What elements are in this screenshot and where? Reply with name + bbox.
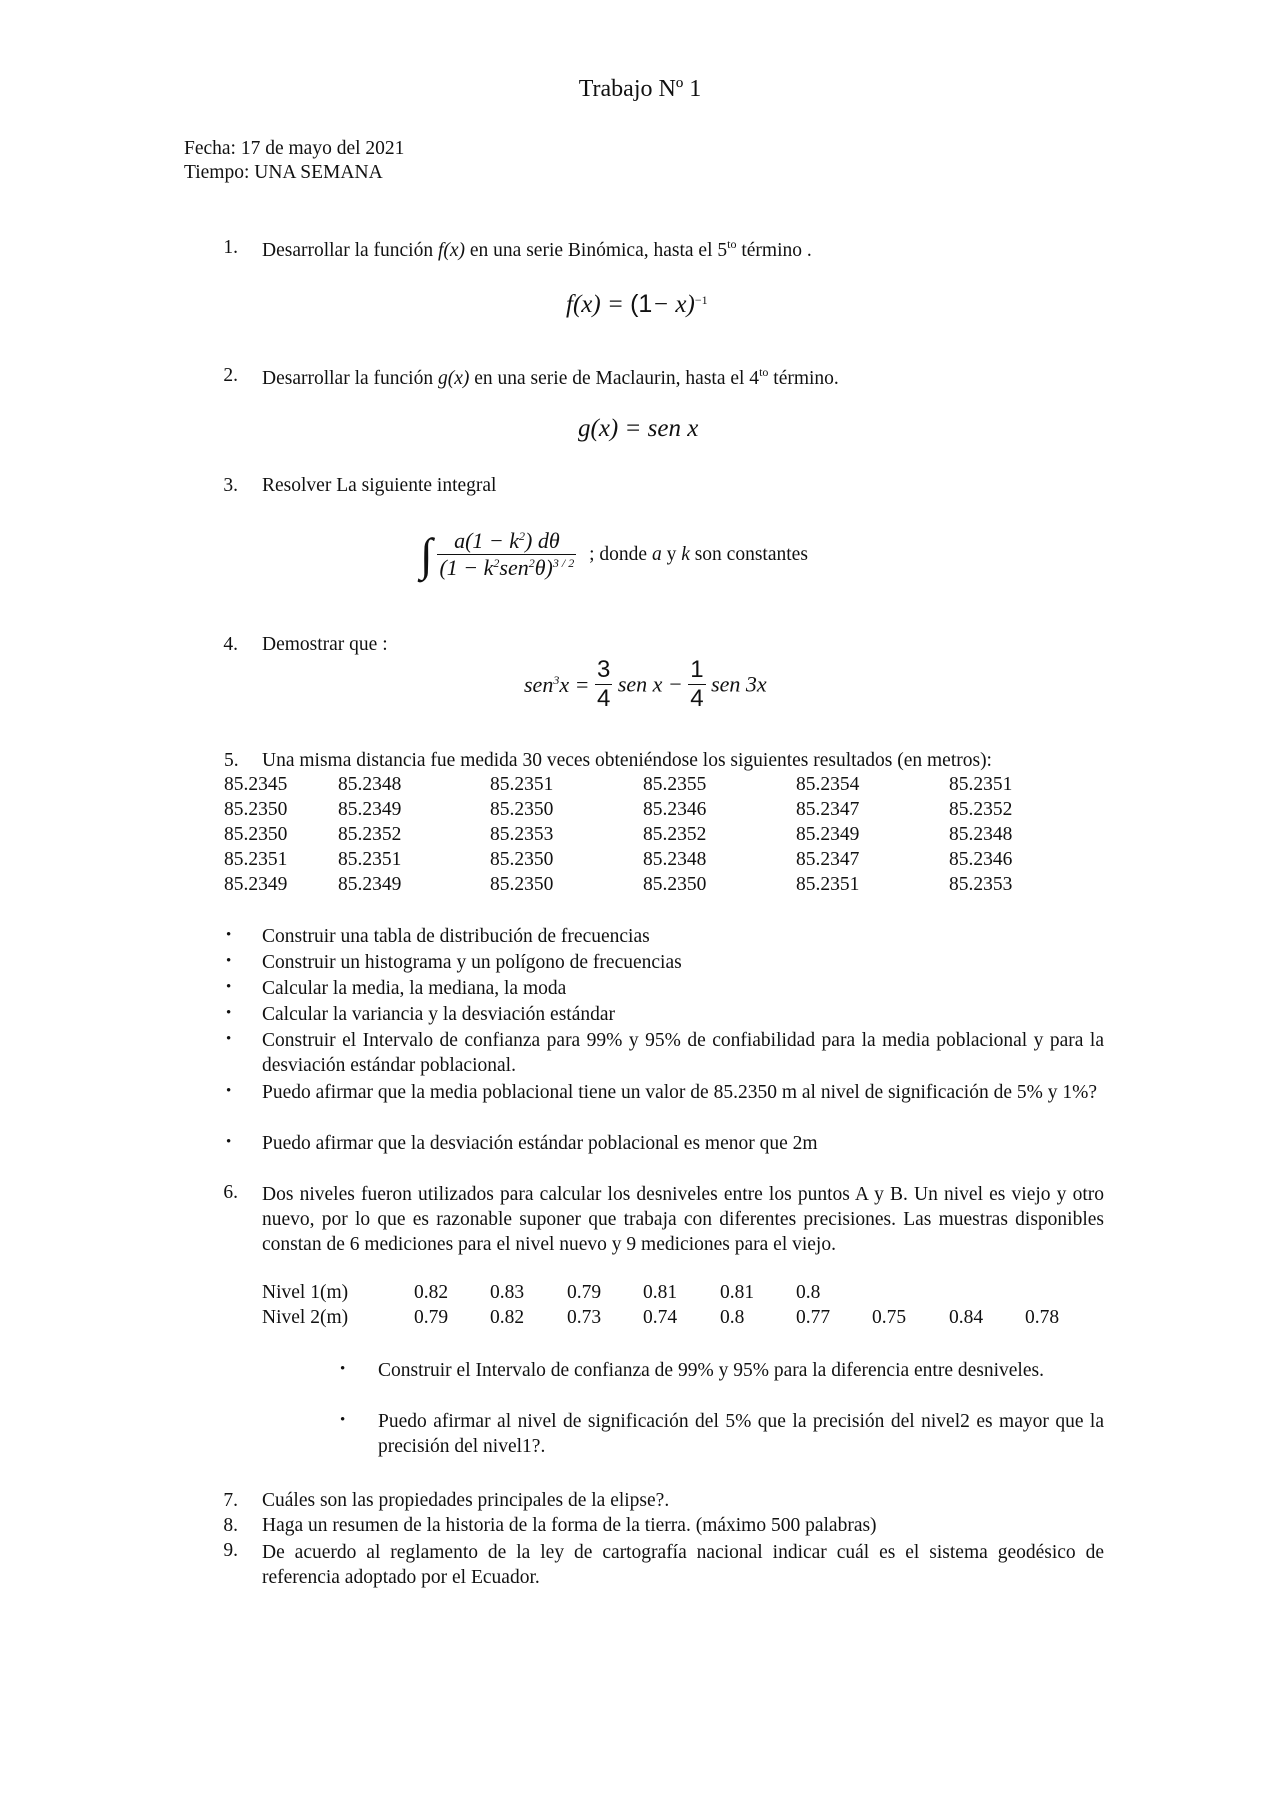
table-cell: 85.2348 (949, 824, 1013, 845)
table-cell: 85.2355 (643, 774, 707, 795)
table-cell: 85.2346 (949, 849, 1013, 870)
q4-formula: sen$^3$x = $\frac{3}{4}$ sen x − $\frac{1}{4}$ sen 3x (524, 656, 767, 712)
nivel-2-value: 0.79 (414, 1307, 449, 1328)
table-cell: 85.2351 (224, 849, 288, 870)
nivel-1-value: 0.8 (796, 1282, 821, 1303)
nivel-1-label: Nivel 1(m) (262, 1282, 349, 1303)
q2-number: 2. (223, 365, 238, 386)
page-title: Trabajo Nº 1 (578, 76, 702, 102)
table-cell: 85.2347 (796, 799, 860, 820)
nivel-2-value: 0.8 (720, 1307, 745, 1328)
list-item: Construir el Intervalo de confianza de 99% y 95% para la diferencia entre desniveles. (378, 1360, 1044, 1381)
q9-text: De acuerdo al reglamento de la ley de cartografía nacional indicar cuál es el sistema geodésico de referencia adoptado por el Ecuador. (262, 1542, 1104, 1588)
table-cell: 85.2353 (490, 824, 554, 845)
fraction-one-quarter: $\frac{1}{4}$ (690, 656, 704, 712)
q2-text: Desarrollar la función g(x) en una serie de Maclaurin, hasta el $4^{to}$ término. (262, 365, 839, 389)
list-item: Construir una tabla de distribución de frecuencias (262, 926, 650, 947)
bullet-icon: • (226, 927, 232, 943)
integral-note: ; donde a y k son constantes (589, 543, 808, 565)
q6-number: 6. (223, 1182, 238, 1203)
table-cell: 85.2347 (796, 849, 860, 870)
table-cell: 85.2349 (338, 799, 402, 820)
bullet-icon: • (226, 1005, 232, 1021)
q7-number: 7. (223, 1490, 238, 1511)
date-line: Fecha: 17 de mayo del 2021 (184, 138, 405, 159)
q8-number: 8. (223, 1515, 238, 1536)
q1-text: Desarrollar la función f(x) en una serie Binómica, hasta el $5^{to}$ término . (262, 237, 812, 261)
integral-sign: ∫ (420, 529, 433, 580)
bullet-icon: • (226, 953, 232, 969)
nivel-1-value: 0.81 (643, 1282, 678, 1303)
q3-formula (420, 528, 808, 581)
bullet-icon: • (226, 979, 232, 995)
nivel-1-value: 0.81 (720, 1282, 755, 1303)
q5-text: Una misma distancia fue medida 30 veces obteniéndose los siguientes resultados (en metros): (262, 750, 992, 771)
q1-number: 1. (223, 237, 238, 258)
nivel-2-value: 0.78 (1025, 1307, 1060, 1328)
list-item: Puedo afirmar al nivel de significación del 5% que la precisión del nivel2 es mayor que la precisión del nivel1?. (378, 1411, 1104, 1457)
bullet-icon: • (226, 1083, 232, 1099)
list-item: Construir el Intervalo de confianza para 99% y 95% de confiabilidad para la media poblacional y para la desviación estándar poblacional. (262, 1030, 1104, 1076)
q9-number: 9. (223, 1540, 238, 1561)
table-cell: 85.2350 (490, 849, 554, 870)
table-cell: 85.2352 (338, 824, 402, 845)
q1-formula: $f(x) = (1- x)^{-1}$ (566, 290, 708, 318)
q5-number: 5. (224, 750, 239, 771)
list-item: Calcular la media, la mediana, la moda (262, 978, 567, 999)
table-cell: 85.2349 (338, 874, 402, 895)
time-line: Tiempo: UNA SEMANA (184, 162, 383, 183)
q6-text: Dos niveles fueron utilizados para calcular los desniveles entre los puntos A y B. Un nivel es viejo y otro nuevo, por lo que es razonable suponer que trabaja con diferentes precisiones. Las muestras disponibles constan de 6 mediciones para el nivel nuevo y 9 mediciones para el viejo. (262, 1184, 1104, 1255)
list-item: Puedo afirmar que la media poblacional tiene un valor de 85.2350 m al nivel de significación de 5% y 1%? (262, 1082, 1097, 1103)
fraction-three-quarters: $\frac{3}{4}$ (596, 656, 611, 712)
q3-number: 3. (223, 475, 238, 496)
table-cell: 85.2348 (338, 774, 402, 795)
nivel-2-value: 0.74 (643, 1307, 678, 1328)
table-cell: 85.2354 (796, 774, 860, 795)
table-cell: 85.2349 (796, 824, 860, 845)
bullet-icon: • (226, 1134, 232, 1150)
table-cell: 85.2351 (490, 774, 554, 795)
q7-text: Cuáles son las propiedades principales de la elipse?. (262, 1490, 670, 1511)
table-cell: 85.2349 (224, 874, 288, 895)
q4-number: 4. (223, 634, 238, 655)
q3-text: Resolver La siguiente integral (262, 475, 497, 496)
table-cell: 85.2348 (643, 849, 707, 870)
list-item: Construir un histograma y un polígono de frecuencias (262, 952, 682, 973)
bullet-icon: • (340, 1361, 346, 1377)
table-cell: 85.2352 (949, 799, 1013, 820)
table-cell: 85.2350 (224, 824, 288, 845)
nivel-1-value: 0.83 (490, 1282, 525, 1303)
table-cell: 85.2345 (224, 774, 288, 795)
list-item: Puedo afirmar que la desviación estándar poblacional es menor que 2m (262, 1133, 818, 1154)
bullet-icon: • (340, 1412, 346, 1428)
table-cell: 85.2351 (796, 874, 860, 895)
list-item: Calcular la variancia y la desviación estándar (262, 1004, 615, 1025)
nivel-2-value: 0.75 (872, 1307, 907, 1328)
table-cell: 85.2350 (224, 799, 288, 820)
integral-numerator: $a(1 - k^2)$ dθ (454, 528, 560, 553)
integral-denominator: $(1 - k^2sen^2\theta)^{3 / 2}$ (439, 555, 575, 580)
table-cell: 85.2346 (643, 799, 707, 820)
nivel-2-value: 0.84 (949, 1307, 984, 1328)
nivel-2-value: 0.82 (490, 1307, 525, 1328)
integral-fraction (437, 528, 576, 581)
nivel-2-label: Nivel 2(m) (262, 1307, 349, 1328)
nivel-1-value: 0.82 (414, 1282, 449, 1303)
q8-text: Haga un resumen de la historia de la forma de la tierra. (máximo 500 palabras) (262, 1515, 877, 1536)
nivel-2-value: 0.73 (567, 1307, 602, 1328)
table-cell: 85.2351 (338, 849, 402, 870)
bullet-icon: • (226, 1031, 232, 1047)
table-cell: 85.2353 (949, 874, 1013, 895)
nivel-1-value: 0.79 (567, 1282, 602, 1303)
q4-text: Demostrar que : (262, 634, 388, 655)
nivel-2-value: 0.77 (796, 1307, 831, 1328)
table-cell: 85.2350 (490, 874, 554, 895)
table-cell: 85.2350 (490, 799, 554, 820)
q2-formula: g(x) = sen x (578, 415, 699, 442)
table-cell: 85.2352 (643, 824, 707, 845)
table-cell: 85.2351 (949, 774, 1013, 795)
table-cell: 85.2350 (643, 874, 707, 895)
